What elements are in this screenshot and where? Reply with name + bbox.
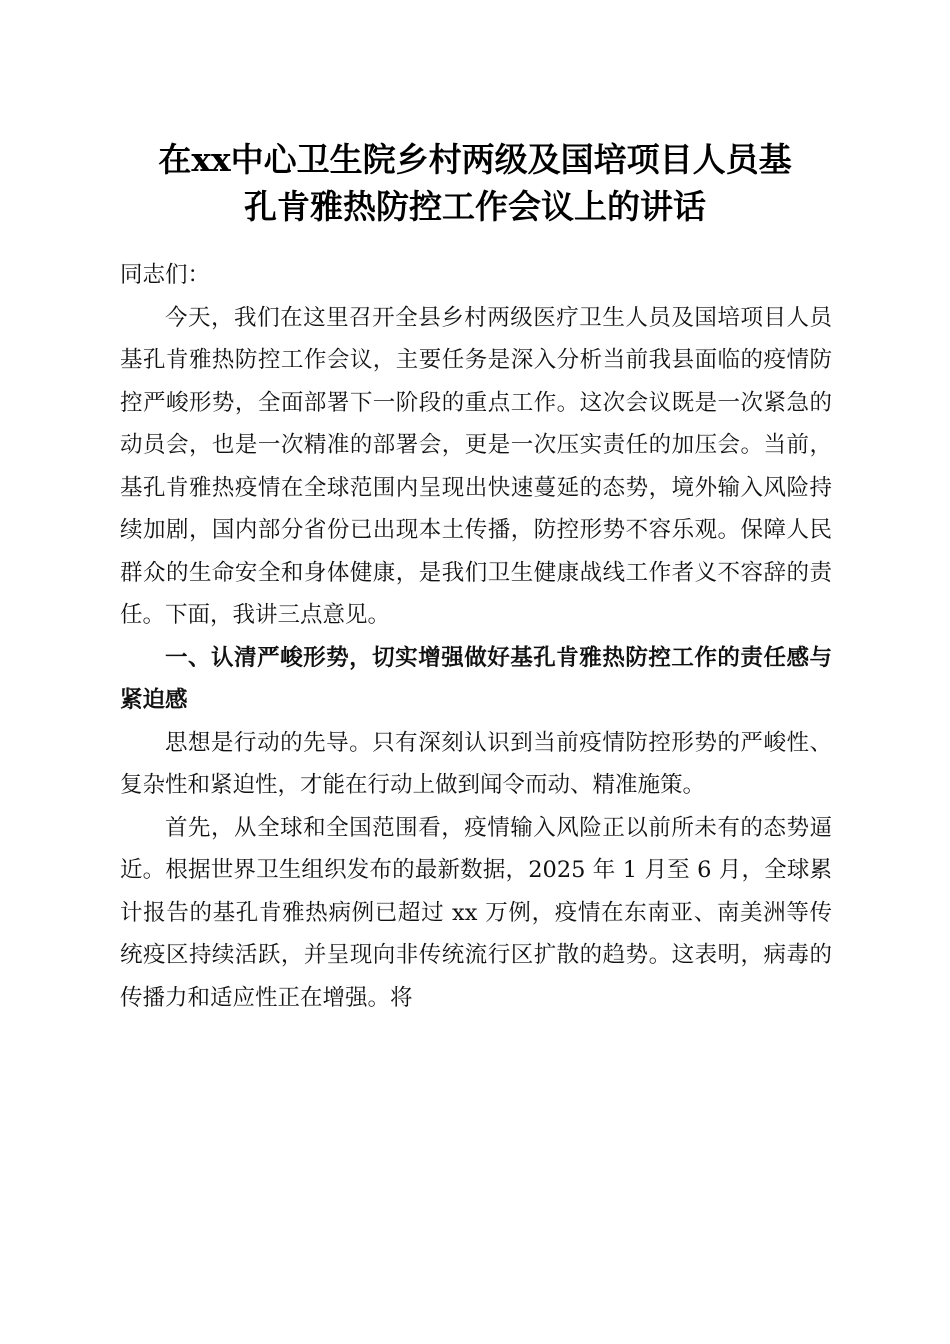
paragraph-thinking: 思想是行动的先导。只有深刻认识到当前疫情防控形势的严峻性、复杂性和紧迫性，才能在行动上做到闻令而动、精准施策。 [120, 729, 832, 798]
title-line-1: 在xx中心卫生院乡村两级及国培项目人员基 [158, 140, 792, 179]
salutation: 同志们： [120, 262, 211, 288]
section-heading-1: 一、认清严峻形势，切实增强做好基孔肯雅热防控工作的责任感与紧迫感 [120, 644, 832, 713]
paragraph-intro: 今天，我们在这里召开全县乡村两级医疗卫生人员及国培项目人员基孔肯雅热防控工作会议，主要任务是深入分析当前我县面临的疫情防控严峻形势，全面部署下一阶段的重点工作。这次会议既是一次紧急的动员会，也是一次精准的部署会，更是一次压实责任的加压会。当前，基孔肯雅热疫情在全球范围内呈现出快速蔓延的态势，境外输入风险持续加剧，国内部分省份已出现本土传播，防控形势不容乐观。保障人民群众的生命安全和身体健康，是我们卫生健康战线工作者义不容辞的责任。下面，我讲三点意见。 [120, 304, 832, 628]
title-line-2: 孔肯雅热防控工作会议上的讲话 [244, 187, 706, 226]
document-body [120, 254, 832, 1019]
document-title [100, 136, 850, 230]
paragraph-first: 首先，从全球和全国范围看，疫情输入风险正以前所未有的态势逼近。根据世界卫生组织发布的最新数据，2025 年 1 月至 6 月，全球累计报告的基孔肯雅热病例已超过 xx 万例，疫情在东南亚、南美洲等传统疫区持续活跃，并呈现向非传统流行区扩散的趋势。这表明，病毒的传播力和适应性正在增强。将 [120, 814, 832, 1011]
